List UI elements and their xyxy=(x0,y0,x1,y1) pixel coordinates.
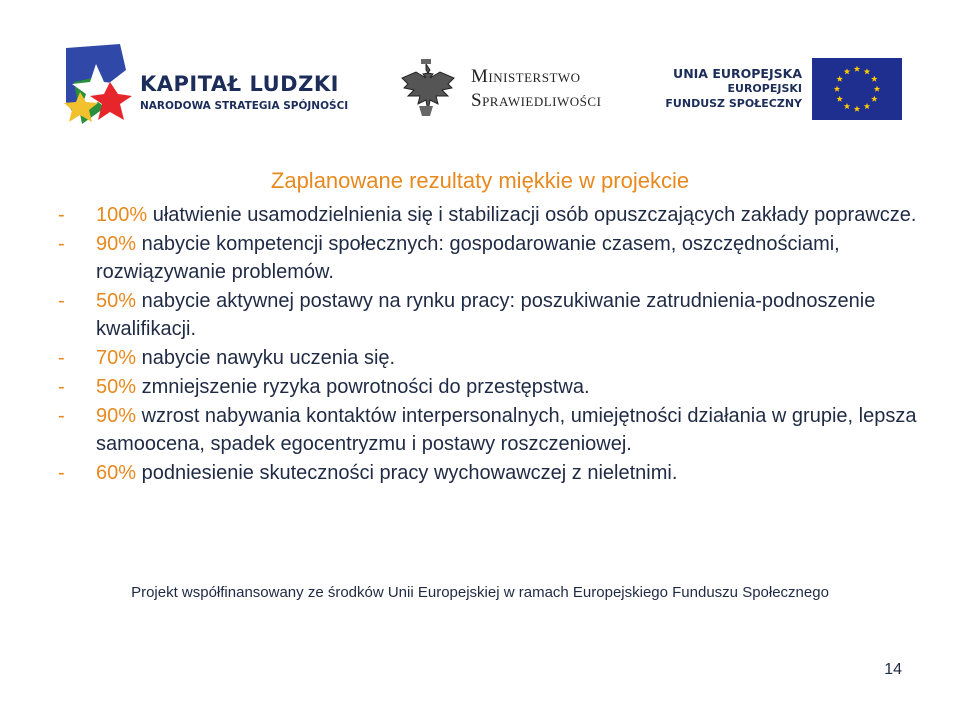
list-dash: - xyxy=(58,204,65,226)
results-list xyxy=(58,201,918,488)
list-dash: - xyxy=(58,290,65,312)
kapital-ludzki-star-icon xyxy=(60,42,140,132)
list-item-percent: 50% xyxy=(96,376,137,398)
kapital-ludzki-subtitle: NARODOWA STRATEGIA SPÓJNOŚCI xyxy=(140,100,349,112)
eu-text xyxy=(665,66,802,111)
ministry-name-line2: Sprawiedliwości xyxy=(471,90,602,111)
list-item xyxy=(58,344,918,372)
list-item-percent: 90% xyxy=(96,233,137,255)
list-item-text: zmniejszenie ryzyka powrotności do przestępstwa. xyxy=(136,376,590,398)
list-item-text: podniesienie skuteczności pracy wychowawczej z nieletnimi. xyxy=(136,462,678,484)
list-dash: - xyxy=(58,405,65,427)
list-item xyxy=(58,459,918,487)
list-item xyxy=(58,230,918,286)
list-item-text: ułatwienie usamodzielnienia się i stabilizacji osób opuszczających zakłady poprawcze. xyxy=(147,204,917,226)
list-item xyxy=(58,201,918,229)
list-item-percent: 50% xyxy=(96,290,137,312)
list-dash: - xyxy=(58,347,65,369)
eu-name-line2: EUROPEJSKI xyxy=(727,82,802,95)
ministry-logo xyxy=(395,58,635,118)
list-item-text: wzrost nabywania kontaktów interpersonalnych, umiejętności działania w grupie, lepsza samoocena, spadek egocentryzmu i postawy roszczeniowej. xyxy=(96,405,917,455)
list-item-percent: 60% xyxy=(96,462,137,484)
list-dash: - xyxy=(58,462,65,484)
list-item-percent: 70% xyxy=(96,347,137,369)
list-item xyxy=(58,287,918,343)
list-dash: - xyxy=(58,233,65,255)
list-item-text: nabycie nawyku uczenia się. xyxy=(136,347,396,369)
list-item-text: nabycie aktywnej postawy na rynku pracy: poszukiwanie zatrudnienia-podnoszenie kwalifikacji. xyxy=(96,290,876,340)
funding-note: Projekt współfinansowany ze środków Unii Europejskiej w ramach Europejskiego Funduszu Społecznego xyxy=(131,584,829,601)
funding-footer xyxy=(0,582,960,603)
list-item xyxy=(58,373,918,401)
list-item xyxy=(58,402,918,458)
page-number: 14 xyxy=(884,661,902,678)
eu-flag-icon xyxy=(812,58,902,120)
eagle-emblem-icon xyxy=(395,58,457,120)
eu-name-line3: FUNDUSZ SPOŁECZNY xyxy=(665,97,802,110)
eu-name-line1: UNIA EUROPEJSKA xyxy=(673,66,802,81)
kapital-ludzki-title: KAPITAŁ LUDZKI xyxy=(140,72,339,96)
slide-heading: Zaplanowane rezultaty miękkie w projekcie xyxy=(270,168,690,193)
list-item-percent: 100% xyxy=(96,204,148,226)
list-dash: - xyxy=(58,376,65,398)
list-item-text: nabycie kompetencji społecznych: gospodarowanie czasem, oszczędnościami, rozwiązywanie problemów. xyxy=(96,233,840,283)
eu-logo xyxy=(665,58,902,120)
kapital-ludzki-logo xyxy=(60,42,360,132)
list-item-percent: 90% xyxy=(96,405,137,427)
ministry-name-line1: Ministerstwo xyxy=(471,66,581,87)
